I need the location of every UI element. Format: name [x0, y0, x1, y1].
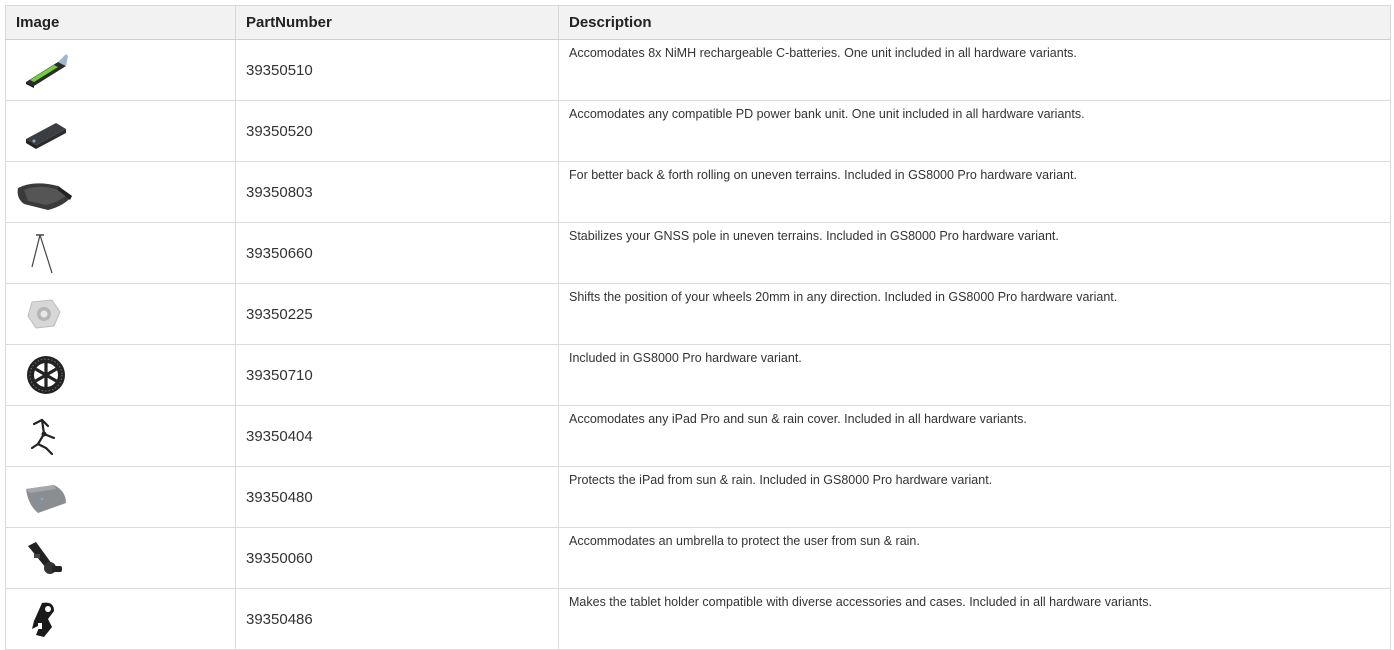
image-cell [6, 40, 236, 101]
header-description[interactable]: Description [559, 6, 1391, 40]
header-image[interactable]: Image [6, 6, 236, 40]
part-number-cell: 39350510 [236, 40, 559, 101]
description-cell: Included in GS8000 Pro hardware variant. [559, 345, 1391, 406]
part-number-cell: 39350225 [236, 284, 559, 345]
description-cell: Protects the iPad from sun & rain. Included in GS8000 Pro hardware variant. [559, 467, 1391, 528]
description-cell: For better back & forth rolling on uneven terrains. Included in GS8000 Pro hardware variant. [559, 162, 1391, 223]
parts-table [5, 5, 1391, 650]
table-row [6, 345, 1391, 406]
description-cell: Makes the tablet holder compatible with diverse accessories and cases. Included in all hardware variants. [559, 589, 1391, 650]
image-cell [6, 467, 236, 528]
part-number-cell: 39350520 [236, 101, 559, 162]
skid-plate-icon [10, 170, 74, 214]
battery-holder-icon [18, 48, 74, 92]
table-row [6, 406, 1391, 467]
part-number-cell: 39350404 [236, 406, 559, 467]
image-cell [6, 284, 236, 345]
table-row [6, 528, 1391, 589]
description-cell: Accomodates 8x NiMH rechargeable C-batteries. One unit included in all hardware variants. [559, 40, 1391, 101]
wheel-icon [18, 353, 74, 397]
part-number-cell: 39350710 [236, 345, 559, 406]
part-number-cell: 39350480 [236, 467, 559, 528]
power-bank-holder-icon [18, 109, 74, 153]
wheel-offset-adapter-icon [18, 292, 74, 336]
description-cell: Accomodates any iPad Pro and sun & rain cover. Included in all hardware variants. [559, 406, 1391, 467]
parts-table-container [5, 5, 1390, 650]
description-cell: Accomodates any compatible PD power bank unit. One unit included in all hardware variants. [559, 101, 1391, 162]
part-number-cell: 39350803 [236, 162, 559, 223]
header-part-number[interactable]: PartNumber [236, 6, 559, 40]
tablet-holder-icon [18, 414, 74, 458]
table-row [6, 223, 1391, 284]
image-cell [6, 345, 236, 406]
part-number-cell: 39350486 [236, 589, 559, 650]
table-row [6, 284, 1391, 345]
umbrella-holder-icon [18, 536, 74, 580]
description-cell: Shifts the position of your wheels 20mm in any direction. Included in GS8000 Pro hardware variant. [559, 284, 1391, 345]
image-cell [6, 223, 236, 284]
image-cell [6, 589, 236, 650]
table-row [6, 589, 1391, 650]
image-cell [6, 162, 236, 223]
image-cell [6, 406, 236, 467]
pole-stabilizer-icon [18, 231, 74, 275]
table-row [6, 162, 1391, 223]
image-cell [6, 528, 236, 589]
image-cell [6, 101, 236, 162]
table-header-row [6, 6, 1391, 40]
part-number-cell: 39350060 [236, 528, 559, 589]
table-row [6, 101, 1391, 162]
sun-rain-cover-icon [18, 475, 74, 519]
part-number-cell: 39350660 [236, 223, 559, 284]
description-cell: Accommodates an umbrella to protect the user from sun & rain. [559, 528, 1391, 589]
accessory-adapter-icon [18, 597, 74, 641]
table-row [6, 40, 1391, 101]
table-row [6, 467, 1391, 528]
description-cell: Stabilizes your GNSS pole in uneven terrains. Included in GS8000 Pro hardware variant. [559, 223, 1391, 284]
